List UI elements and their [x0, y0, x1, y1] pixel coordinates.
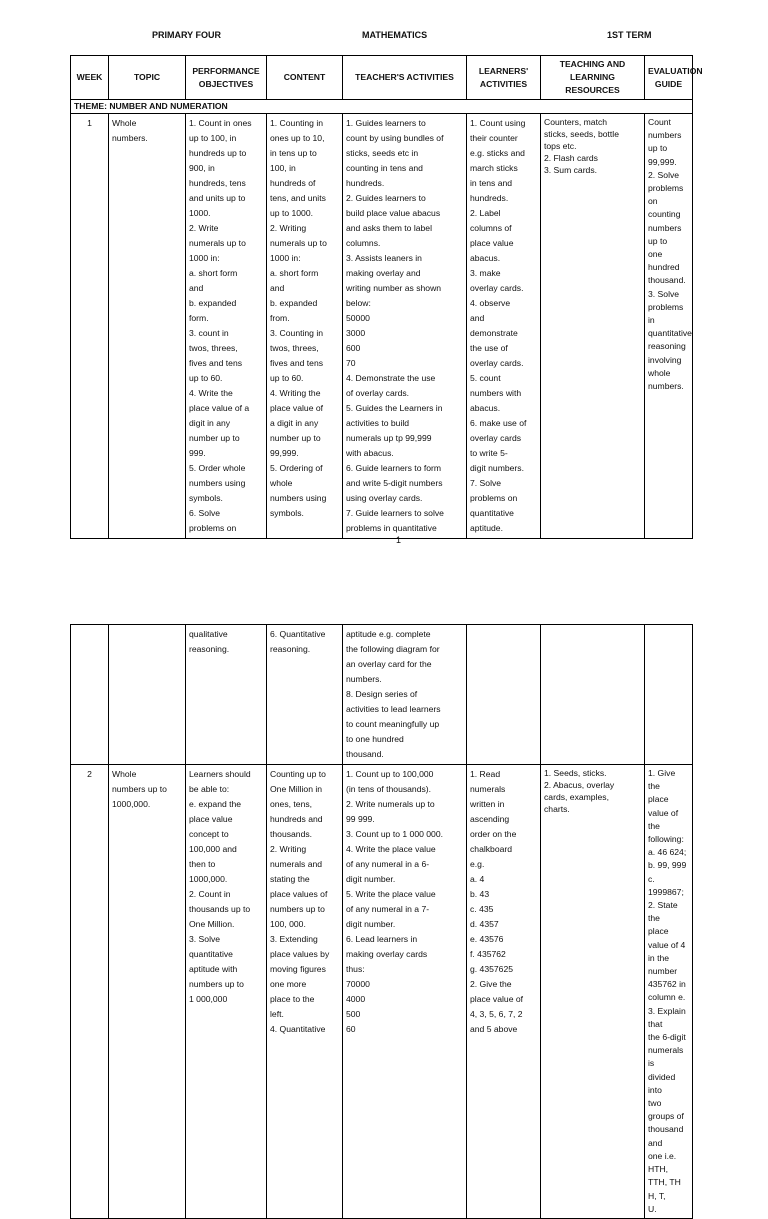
term-label: 1ST TERM [607, 30, 652, 40]
col-teacher-activities: TEACHER'S ACTIVITIES [343, 56, 467, 100]
evaluation-cell [645, 765, 693, 1219]
col-evaluation: EVALUATION GUIDE [645, 56, 693, 100]
table-row [71, 114, 693, 539]
topic-text: Whole numbers. [112, 118, 148, 143]
evaluation-text: Count numbers up to 99,999. 2. Solve problems on counting numbers up to one hundred thousand. 3. Solve problems in quantitative reasoning involving whole numbers. [648, 117, 692, 392]
col-learners-activities: LEARNERS' ACTIVITIES [467, 56, 541, 100]
resources-cell [541, 765, 645, 1219]
evaluation-cell [645, 625, 693, 765]
learners-activities-text: 1. Read numerals written in ascending order on the chalkboard e.g. a. 4 b. 43 c. 435 d. 4357 e. 43576 f. 435762 g. 4357625 2. Give the place value of 4, 3, 5, 6, 7, 2 and 5 above [470, 769, 524, 1034]
teacher-activities-cell [343, 765, 467, 1219]
learners-activities-cell [467, 625, 541, 765]
learners-activities-cell [467, 765, 541, 1219]
class-level: PRIMARY FOUR [152, 30, 222, 40]
header-row [71, 56, 693, 100]
teacher-activities-text: aptitude e.g. complete the following diagram for an overlay card for the numbers. 8. Design series of activities to lead learners to count meaningfully up to one hundred thousand. [346, 629, 441, 759]
week-number: 2 [71, 765, 109, 1219]
content-text: 6. Quantitative reasoning. [270, 629, 326, 654]
topic-cell [109, 625, 186, 765]
theme-label: THEME: NUMBER AND NUMERATION [71, 100, 693, 114]
teacher-activities-cell [343, 114, 467, 539]
page-number: 1 [396, 535, 402, 545]
learners-activities-cell [467, 114, 541, 539]
resources-cell [541, 114, 645, 539]
evaluation-cell [645, 114, 693, 539]
topic-cell [109, 114, 186, 539]
col-resources: TEACHING AND LEARNING RESOURCES [541, 56, 645, 100]
objectives-text: Learners should be able to: e. expand the place value concept to 100,000 and then to 1000,000. 2. Count in thousands up to One Million. 3. Solve quantitative aptitude with numbers up to 1 000,000 [189, 769, 251, 1004]
evaluation-text: 1. Give the place value of the following: a. 46 624; b. 99, 999 c. 1999867; 2. State the place value of 4 in the number 435762 in column e. 3. Explain that the 6-digit numerals is divided into two groups of thousand and one i.e. HTH, TTH, TH H, T, U. [648, 768, 687, 1214]
subject-title: MATHEMATICS [362, 30, 428, 40]
objectives-text: 1. Count in ones up to 100, in hundreds up to 900, in hundreds, tens and units up to 1000. 2. Write numerals up to 1000 in: a. short form and b. expanded form. 3. count in twos, threes, fives and tens up to 60. 4. Write the place value of a digit in any number up to 999. 5. Order whole numbers using symbols. 6. Solve problems on [189, 118, 252, 533]
resources-text: 1. Seeds, sticks. 2. Abacus, overlay cards, examples, charts. [544, 768, 615, 814]
teacher-activities-text: 1. Guides learners to count by using bundles of sticks, seeds etc in counting in tens and hundreds. 2. Guides learners to build place value abacus and asks them to label columns. 3. Assists leaners in making overlay and writing number as shown below: 50000 3000 600 70 4. Demonstrate the use of overlay cards. 5. Guides the Learners in activities to build numerals up tp 99,999 with abacus. 6. Guide learners to form and write 5-digit numbers using overlay cards. 7. Guide learners to solve problems in quantitative [346, 118, 444, 533]
col-content: CONTENT [267, 56, 343, 100]
col-objectives: PERFORMANCE OBJECTIVES [186, 56, 267, 100]
table-row [71, 625, 693, 765]
learners-activities-text: 1. Count using their counter e.g. sticks and march sticks in tens and hundreds. 2. Label columns of place value abacus. 3. make overlay cards. 4. observe and demonstrate the use of overlay cards. 5. count numbers with abacus. 6. make use of overlay cards to write 5- digit numbers. 7. Solve problems on quantitative aptitude. [470, 118, 527, 533]
objectives-cell [186, 765, 267, 1219]
week-cell [71, 625, 109, 765]
col-week: WEEK [71, 56, 109, 100]
scheme-table-page-2 [70, 624, 693, 1219]
page-header [0, 30, 768, 44]
teacher-activities-text: 1. Count up to 100,000 (in tens of thousands). 2. Write numerals up to 99 999. 3. Count up to 1 000 000. 4. Write the place value of any numeral in a 6- digit number. 5. Write the place value of any numeral in a 7- digit number. 6. Lead learners in making overlay cards thus: 70000 4000 500 60 [346, 769, 443, 1034]
topic-cell [109, 765, 186, 1219]
topic-text: Whole numbers up to 1000,000. [112, 769, 167, 809]
objectives-text: qualitative reasoning. [189, 629, 230, 654]
col-topic: TOPIC [109, 56, 186, 100]
teacher-activities-cell [343, 625, 467, 765]
resources-cell [541, 625, 645, 765]
objectives-cell [186, 114, 267, 539]
content-text: Counting up to One Million in ones, tens, hundreds and thousands. 2. Writing numerals and stating the place values of numbers up to 100, 000. 3. Extending place values by moving figures one more place to the left. 4. Quantitative [270, 769, 330, 1034]
content-cell [267, 765, 343, 1219]
scheme-table-page-1 [70, 55, 703, 539]
resources-text: Counters, match sticks, seeds, bottle tops etc. 2. Flash cards 3. Sum cards. [544, 117, 619, 175]
week-number: 1 [71, 114, 109, 539]
content-cell [267, 625, 343, 765]
content-text: 1. Counting in ones up to 10, in tens up to 100, in hundreds of tens, and units up to 1000. 2. Writing numerals up to 1000 in: a. short form and b. expanded from. 3. Counting in twos, threes, fives and tens up to 60. 4. Writing the place value of a digit in any number up to 99,999. 5. Ordering of whole numbers using symbols. [270, 118, 327, 518]
theme-row [71, 100, 693, 114]
objectives-cell [186, 625, 267, 765]
table-row [71, 765, 693, 1219]
content-cell [267, 114, 343, 539]
